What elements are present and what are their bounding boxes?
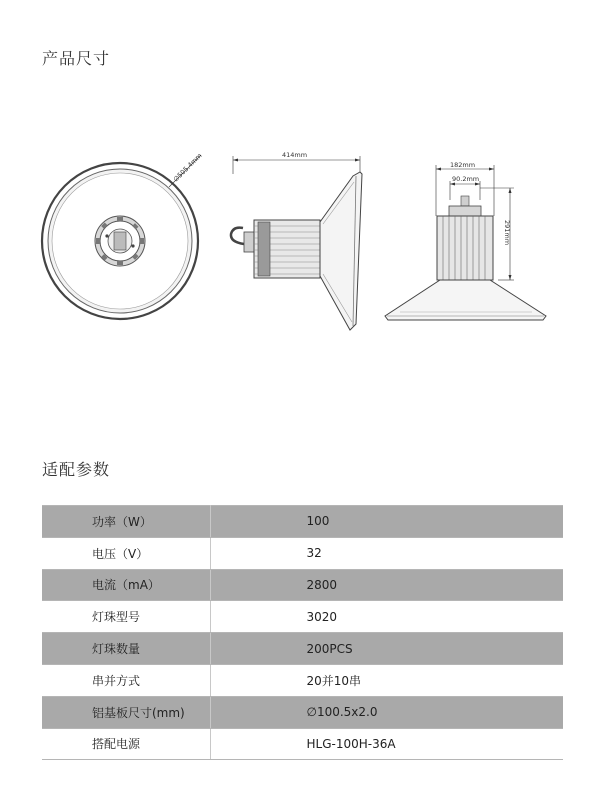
width-label: 414mm xyxy=(282,151,308,159)
section-title-dimensions: 产品尺寸 xyxy=(42,49,111,68)
spec-label: 铝基板尺寸(mm) xyxy=(42,696,210,728)
spec-value: 100 xyxy=(210,506,563,538)
table-row xyxy=(42,633,563,665)
spec-value: HLG-100H-36A xyxy=(210,728,563,760)
spec-label: 电压（V） xyxy=(42,537,210,569)
spec-value: 3020 xyxy=(210,601,563,633)
table-row xyxy=(42,506,563,538)
height-label: 291mm xyxy=(503,220,511,246)
spec-value: 32 xyxy=(210,537,563,569)
front-view xyxy=(42,152,204,319)
table-row xyxy=(42,664,563,696)
table-row xyxy=(42,728,563,760)
diameter-label: ∅505.4mm xyxy=(171,151,204,184)
table-row xyxy=(42,537,563,569)
spec-value: 2800 xyxy=(210,569,563,601)
body-width-label: 182mm xyxy=(450,161,476,169)
spec-value: ∅100.5x2.0 xyxy=(210,696,563,728)
spec-label: 灯珠型号 xyxy=(42,601,210,633)
spec-label: 串并方式 xyxy=(42,664,210,696)
spec-label: 电流（mA） xyxy=(42,569,210,601)
spec-table xyxy=(42,505,563,760)
section-title-parameters: 适配参数 xyxy=(42,460,111,479)
spec-value: 200PCS xyxy=(210,633,563,665)
table-row xyxy=(42,696,563,728)
spec-label: 灯珠数量 xyxy=(42,633,210,665)
product-dimension-drawing xyxy=(0,140,604,340)
table-row xyxy=(42,601,563,633)
side-view xyxy=(231,151,362,330)
top-width-label: 90.2mm xyxy=(452,175,480,183)
table-row xyxy=(42,569,563,601)
elevation-view xyxy=(385,161,546,320)
spec-label: 功率（W） xyxy=(42,506,210,538)
spec-value: 20并10串 xyxy=(210,664,563,696)
spec-label: 搭配电源 xyxy=(42,728,210,760)
